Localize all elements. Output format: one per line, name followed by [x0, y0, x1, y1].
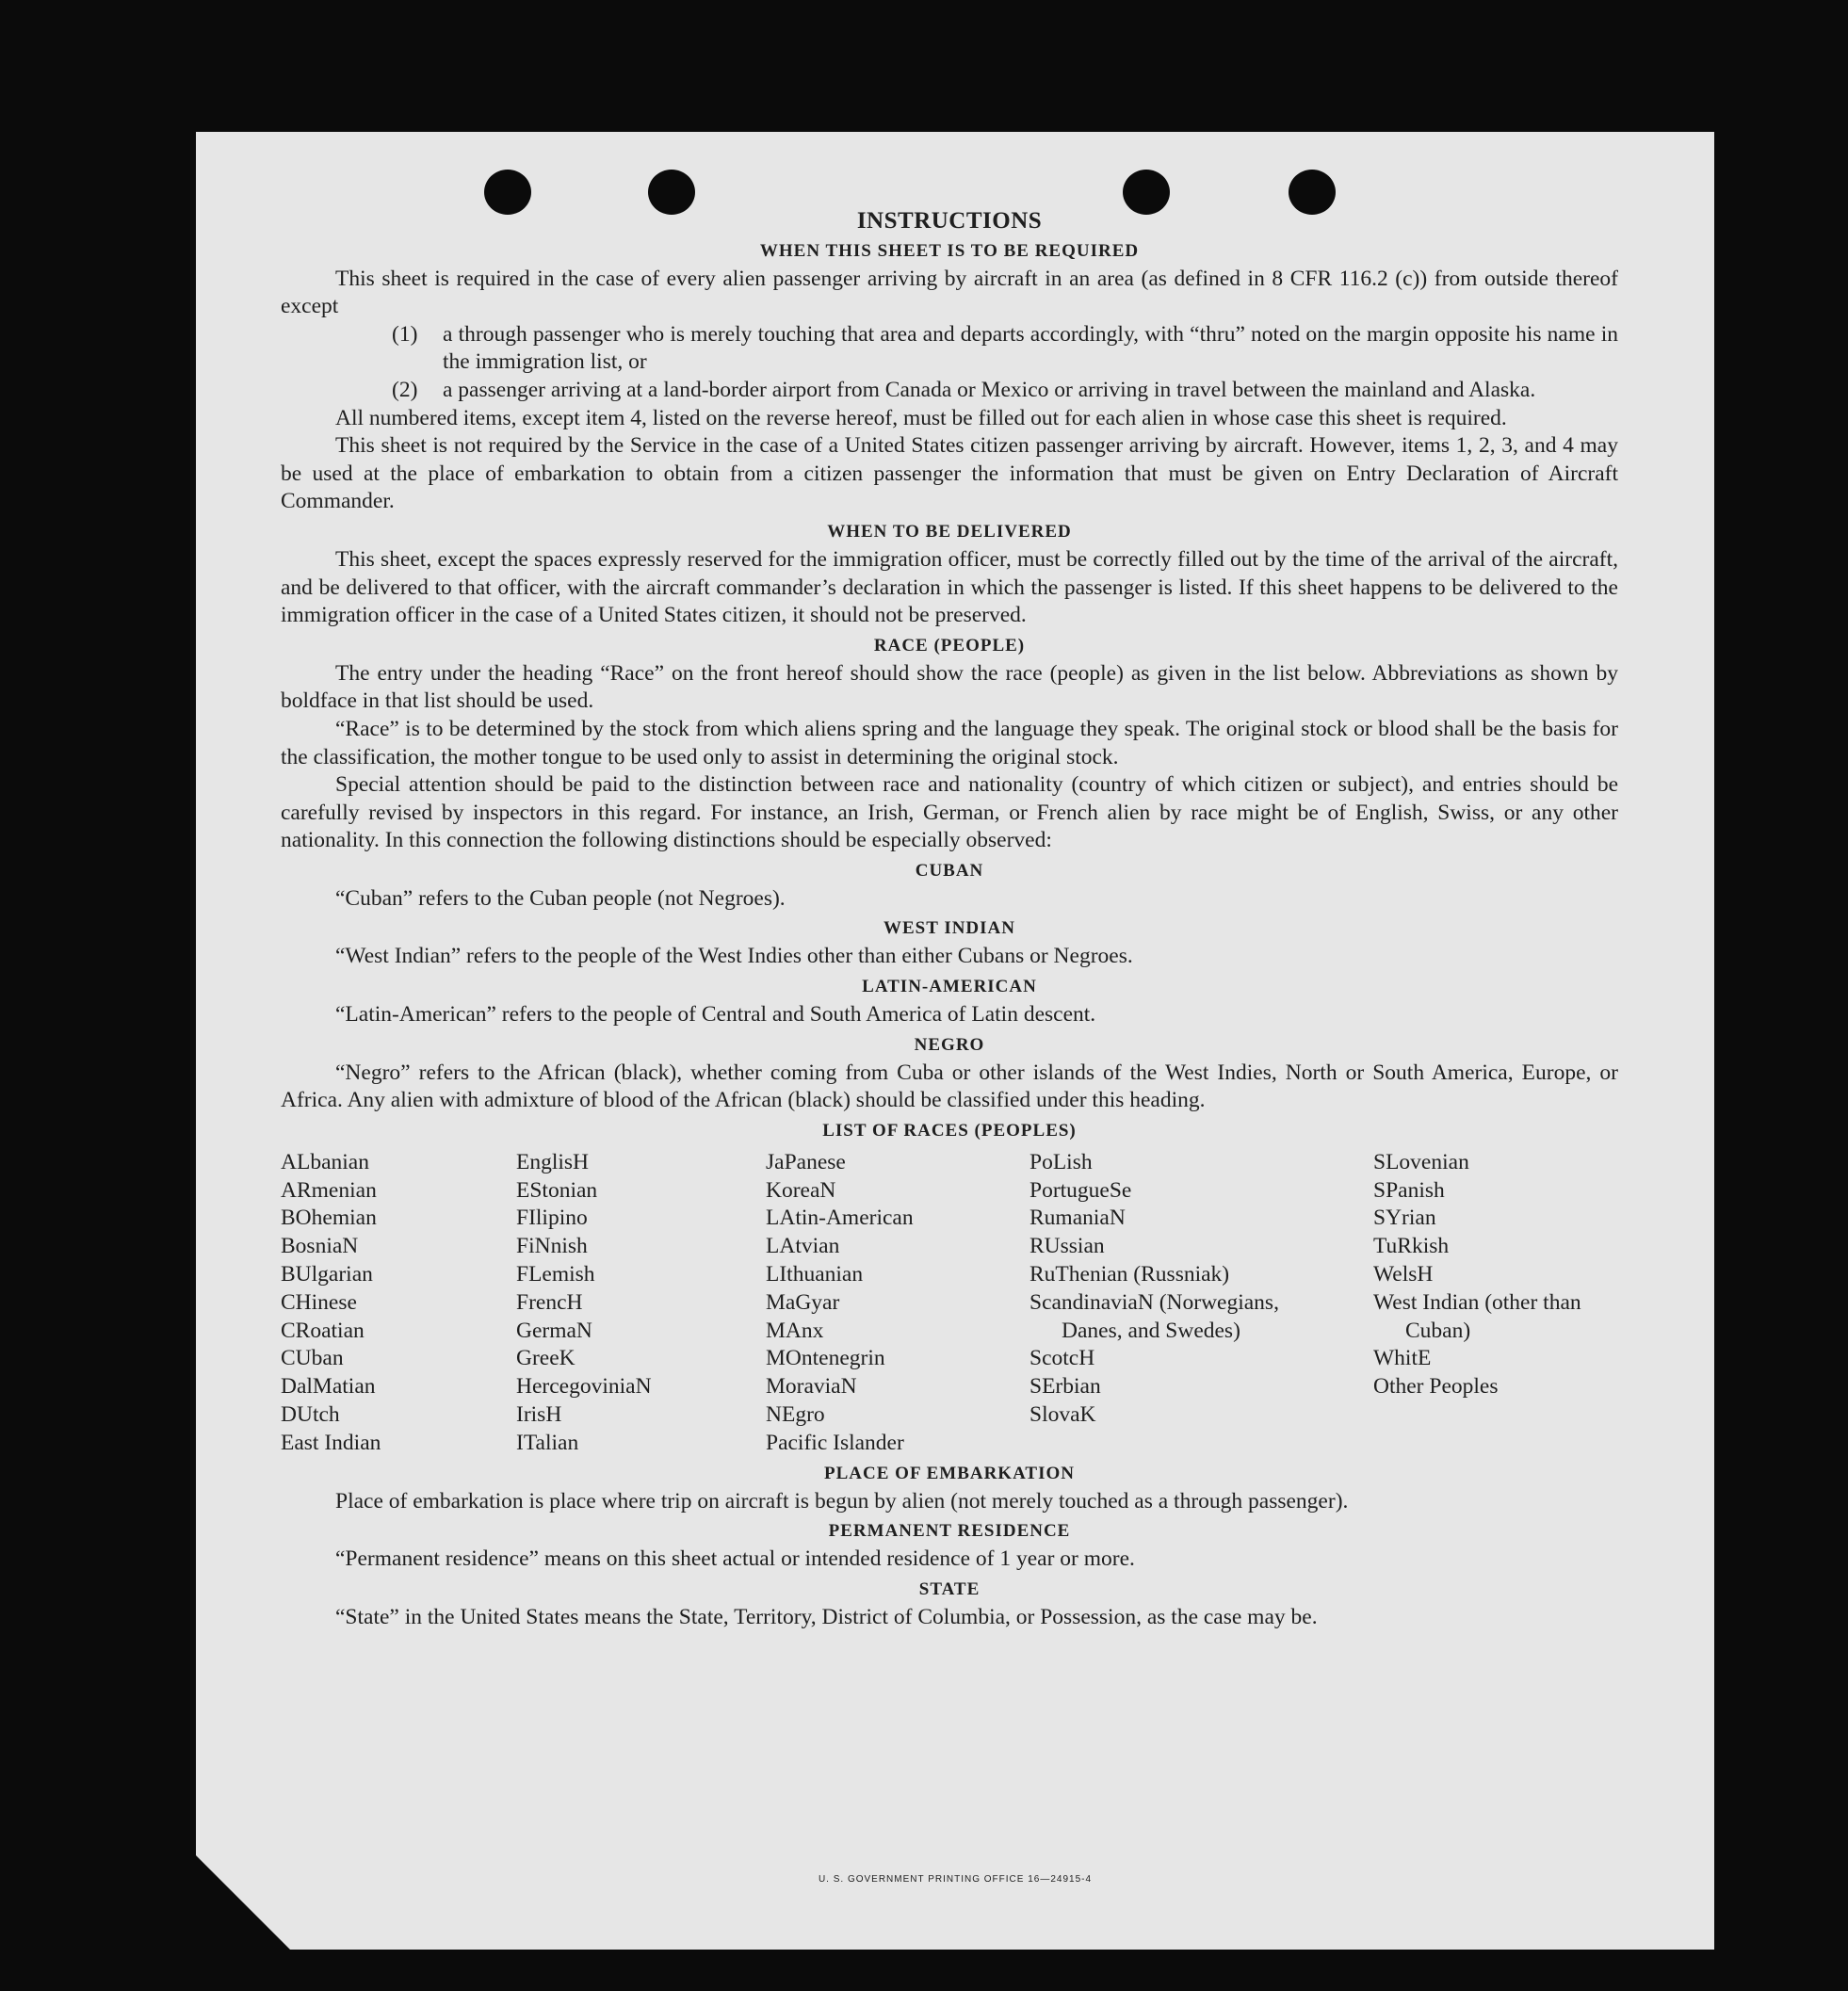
race-item: SYrian	[1373, 1206, 1436, 1231]
paragraph: “Permanent residence” means on this sheet actual or intended residence of 1 year or more.	[335, 1546, 1135, 1572]
race-item: ScandinaviaN (Norwegians, Danes, and Swedes)	[1029, 1289, 1279, 1343]
race-item: ARmenian	[281, 1177, 377, 1203]
paragraph: This sheet, except the spaces expressly reserved for the immigration officer, must be correctly filled out by the time of the arrival of the aircraft, and be delivered to that officer, with the aircraft commander’s declaration in which the passenger is listed. If this sheet happens to be delivered to the immigration officer in the case of a United States citizen, it should not be preserved.	[281, 546, 1618, 628]
race-item: MOntenegrin	[766, 1346, 885, 1371]
heading-delivered: WHEN TO BE DELIVERED	[827, 521, 1072, 542]
race-column-1	[281, 1149, 516, 1458]
race-item: JaPanese	[766, 1149, 846, 1174]
race-item: FIlipino	[516, 1206, 588, 1231]
race-item: FLemish	[516, 1262, 595, 1287]
race-item: West Indian (other than Cuban)	[1373, 1289, 1581, 1343]
race-item: TuRkish	[1373, 1234, 1450, 1259]
race-item: BosniaN	[281, 1234, 359, 1259]
paragraph: This sheet is required in the case of every alien passenger arriving by aircraft in an area (as defined in 8 CFR 116.2 (c)) from outside thereof except	[281, 266, 1618, 319]
race-column-4	[1029, 1149, 1298, 1458]
race-item: MaGyar	[766, 1289, 840, 1315]
race-item: RuThenian (Russniak)	[1029, 1262, 1230, 1287]
item-text: a through passenger who is merely touching that area and departs accordingly, with “thru” noted on the margin opposite his name in the immigration list, or	[443, 321, 1618, 375]
race-item: ALbanian	[281, 1149, 369, 1174]
heading-west-indian: WEST INDIAN	[883, 918, 1015, 939]
race-column-2	[516, 1149, 766, 1458]
race-item: CUban	[281, 1346, 344, 1371]
race-column-3	[766, 1149, 1029, 1458]
heading-race-list: LIST OF RACES (PEOPLES)	[822, 1120, 1077, 1141]
folded-corner	[196, 1855, 290, 1950]
race-list	[281, 1149, 1618, 1458]
paragraph: “State” in the United States means the State, Territory, District of Columbia, or Possession, as the case may be.	[335, 1604, 1318, 1629]
race-item: Pacific Islander	[766, 1430, 904, 1455]
heading-state: STATE	[918, 1578, 981, 1599]
race-item: HercegoviniaN	[516, 1374, 652, 1400]
race-item: LAtvian	[766, 1234, 840, 1259]
paragraph: All numbered items, except item 4, listed on the reverse hereof, must be filled out for each alien in whose case this sheet is required.	[335, 405, 1507, 430]
race-item: BUlgarian	[281, 1262, 373, 1287]
race-item: BOhemian	[281, 1206, 377, 1231]
item-number: (2)	[392, 377, 418, 402]
race-item: FiNnish	[516, 1234, 588, 1259]
race-item: EnglisH	[516, 1149, 590, 1174]
paragraph: Special attention should be paid to the distinction between race and nationality (country of which citizen or subject), and entries should be carefully revised by inspectors in this regard. For instance, an Irish, German, or French alien by race might be of English, Swiss, or any other nationality. In this connection the following distinctions should be especially observed:	[281, 772, 1618, 853]
race-item: DUtch	[281, 1402, 340, 1428]
race-item: LIthuanian	[766, 1262, 864, 1287]
race-item: LAtin-American	[766, 1206, 914, 1231]
paragraph: This sheet is not required by the Service in the case of a United States citizen passenger arriving by aircraft. However, items 1, 2, 3, and 4 may be used at the place of embarkation to obtain from a citizen passenger the information that must be given on Entry Declaration of Aircraft Commander.	[281, 433, 1618, 514]
race-column-5	[1373, 1149, 1618, 1458]
heading-negro: NEGRO	[914, 1034, 985, 1055]
race-item: WhitE	[1373, 1346, 1432, 1371]
page-title: INSTRUCTIONS	[856, 208, 1043, 234]
race-item: PortugueSe	[1029, 1177, 1132, 1203]
paragraph: Place of embarkation is place where trip on aircraft is begun by alien (not merely touched as a through passenger).	[335, 1488, 1349, 1513]
heading-latin-american: LATIN-AMERICAN	[862, 977, 1037, 997]
race-item: Other Peoples	[1373, 1374, 1499, 1400]
paragraph: “Latin-American” refers to the people of Central and South America of Latin descent.	[335, 1002, 1096, 1028]
race-item: KoreaN	[766, 1177, 836, 1203]
race-item: SlovaK	[1029, 1402, 1096, 1428]
heading-residence: PERMANENT RESIDENCE	[828, 1521, 1071, 1542]
race-item: MoraviaN	[766, 1374, 857, 1400]
list-item	[281, 321, 1618, 377]
race-item: East Indian	[281, 1430, 381, 1455]
race-item: WelsH	[1373, 1262, 1434, 1287]
race-item: SPanish	[1373, 1177, 1445, 1203]
race-item: SLovenian	[1373, 1149, 1469, 1174]
paragraph: The entry under the heading “Race” on the front hereof should show the race (people) as given in the list below. Abbreviations as shown by boldface in that list should be used.	[281, 660, 1618, 714]
paragraph: “West Indian” refers to the people of the West Indies other than either Cubans or Negroes.	[335, 944, 1133, 969]
heading-embarkation: PLACE OF EMBARKATION	[824, 1463, 1075, 1483]
race-item: SErbian	[1029, 1374, 1101, 1400]
race-item: RumaniaN	[1029, 1206, 1126, 1231]
race-item: NEgro	[766, 1402, 825, 1428]
paragraph: “Race” is to be determined by the stock from which aliens spring and the language they speak. The original stock or blood shall be the basis for the classification, the mother tongue to be used only to assist in determining the original stock.	[281, 716, 1618, 769]
race-item: EStonian	[516, 1177, 598, 1203]
heading-cuban: CUBAN	[915, 860, 984, 881]
item-number: (1)	[392, 321, 418, 347]
paragraph: “Cuban” refers to the Cuban people (not Negroes).	[335, 885, 786, 911]
race-item: FrencH	[516, 1289, 583, 1315]
race-item: CHinese	[281, 1289, 357, 1315]
paragraph: “Negro” refers to the African (black), whether coming from Cuba or other islands of the West Indies, North or South America, Europe, or Africa. Any alien with admixture of blood of the African (black) should be classified under this heading.	[281, 1060, 1618, 1113]
race-item: GreeK	[516, 1346, 575, 1371]
heading-required: WHEN THIS SHEET IS TO BE REQUIRED	[759, 240, 1140, 261]
race-item: PoLish	[1029, 1149, 1093, 1174]
list-item	[281, 377, 1618, 405]
race-item: IrisH	[516, 1402, 562, 1428]
race-item: GermaN	[516, 1318, 592, 1343]
race-item: RUssian	[1029, 1234, 1105, 1259]
printer-imprint: U. S. GOVERNMENT PRINTING OFFICE 16—24915-4	[818, 1874, 1093, 1885]
race-item: ITalian	[516, 1430, 579, 1455]
document-body	[281, 207, 1618, 1631]
race-item: DalMatian	[281, 1374, 376, 1400]
race-item: MAnx	[766, 1318, 824, 1343]
item-text: a passenger arriving at a land-border airport from Canada or Mexico or arriving in travel between the mainland and Alaska.	[443, 377, 1536, 402]
race-item: ScotcH	[1029, 1346, 1095, 1371]
heading-race: RACE (PEOPLE)	[873, 635, 1026, 656]
document-page	[196, 132, 1714, 1950]
race-item: CRoatian	[281, 1318, 365, 1343]
